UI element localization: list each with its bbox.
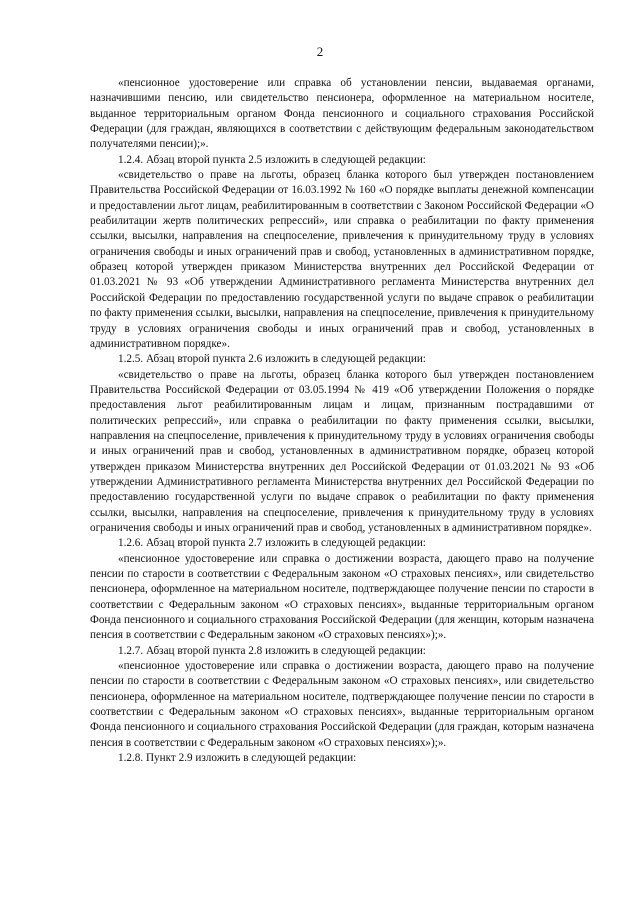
page-number: 2 (316, 44, 324, 59)
paragraph-item-1-2-6: 1.2.6. Абзац второй пункта 2.7 изложить в следующей редакции: (118, 537, 426, 550)
document-body (90, 76, 594, 766)
paragraph-item-1-2-5: 1.2.5. Абзац второй пункта 2.6 изложить в следующей редакции: (118, 353, 426, 366)
paragraph-item-1-2-8: 1.2.8. Пункт 2.9 изложить в следующей редакции: (118, 752, 357, 765)
paragraph-item-1-2-7: 1.2.7. Абзац второй пункта 2.8 изложить в следующей редакции: (118, 644, 426, 657)
paragraph-pension-clause-2-7: «пенсионное удостоверение или справка о достижении возраста, дающего право на получение пенсии по старости в соответствии с Федеральным законом «О страховых пенсиях», или свидетельство пенсионера, оформленное на материальном носителе, подтверждающее получение пенсии по старости в соответствии с Федеральным законом «О страховых пенсиях», выданные территориальным органом Фонда пенсионного и социального страхования Российской Федерации (для женщин, которым назначена пенсия в соответствии с Федеральным законом «О страховых пенсиях»);». (90, 552, 594, 642)
paragraph-rehabilitation-clause-2-6: «свидетельство о праве на льготы, образец бланка которого был утвержден постановлением Правительства Российской Федерации от 03.05.1994 № 419 «Об утверждении Положения о порядке предоставления льгот реабилитированным лицам и лицам, признанным пострадавшими от политических репрессий», или справка о реабилитации по факту применения ссылки, высылки, направления на спецпоселение, привлечения к принудительному труду в условиях ограничения свободы и иных ограничений прав и свобод, установленных в административном порядке, образец которой утвержден приказом Министерства внутренних дел Российской Федерации от 01.03.2021 № 93 «Об утверждении Административного регламента Министерства внутренних дел Российской Федерации по предоставлению государственной услуги по выдаче справок о реабилитации по факту применения ссылки, высылки, направления на спецпоселение, привлечения к принудительному труду в условиях ограничения свободы и иных ограничений прав и свобод, установленных в административном порядке». (90, 368, 594, 534)
paragraph-rehabilitation-clause-2-5: «свидетельство о праве на льготы, образец бланка которого был утвержден постановлением Правительства Российской Федерации от 16.03.1992 № 160 «О порядке выплаты денежной компенсации и предоставлении льгот лицам, реабилитированным в соответствии с Законом Российской Федерации «О реабилитации жертв политических репрессий», или справка о реабилитации по факту применения ссылки, высылки, направления на спецпоселение, привлечения к принудительному труду в условиях ограничения свободы и иных ограничений прав и свобод, установленных в административном порядке, образец которой утвержден приказом Министерства внутренних дел Российской Федерации от 01.03.2021 № 93 «Об утверждении Административного регламента Министерства внутренних дел Российской Федерации по предоставлению государственной услуги по выдаче справок о реабилитации по факту применения ссылки, высылки, направления на спецпоселение, привлечения к принудительному труду в условиях ограничения свободы и иных ограничений прав и свобод, установленных в административном порядке». (90, 169, 594, 350)
paragraph-pension-certificate-clause: «пенсионное удостоверение или справка об установлении пенсии, выдаваемая органами, назначившими пенсию, или свидетельство пенсионера, оформленное на материальном носителе, выданное территориальным органом Фонда пенсионного и социального страхования Российской Федерации (для граждан, являющихся в соответствии с действующим федеральным законодательством получателями пенсии);». (90, 77, 594, 151)
paragraph-pension-clause-2-8: «пенсионное удостоверение или справка о достижении возраста, дающего право на получение пенсии по старости в соответствии с Федеральным законом «О страховых пенсиях», или свидетельство пенсионера, оформленное на материальном носителе, подтверждающее получение пенсии по старости в соответствии с Федеральным законом «О страховых пенсиях», выданные территориальным органом Фонда пенсионного и социального страхования Российской Федерации (для граждан, которым назначена пенсия в соответствии с Федеральным законом «О страховых пенсиях»);». (90, 660, 594, 749)
paragraph-item-1-2-4: 1.2.4. Абзац второй пункта 2.5 изложить в следующей редакции: (118, 153, 426, 166)
